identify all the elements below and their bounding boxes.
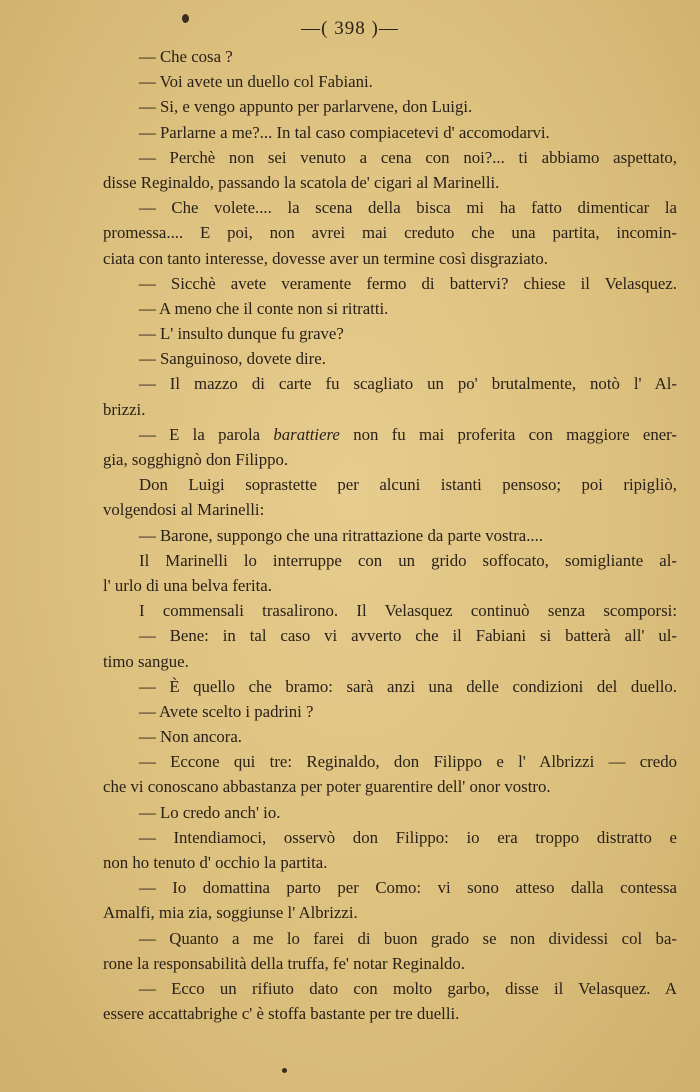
- ink-blot-top-left: [182, 14, 189, 23]
- text-line: rone la responsabilità della truffa, fe' notar Reginaldo.: [103, 953, 465, 973]
- text-line: — Eccone qui tre: Reginaldo, don Filippo e l' Albrizzi — credo: [139, 752, 677, 772]
- text-line: — Ecco un rifiuto dato con molto garbo, disse il Velasquez. A: [139, 978, 677, 998]
- ink-blot-bottom: [282, 1068, 287, 1073]
- text-line: — E la parola barattiere non fu mai proferita con maggiore ener-: [139, 424, 677, 444]
- text-line: essere accattabrighe c' è stoffa bastante per tre duelli.: [103, 1004, 460, 1024]
- text-line: — Avete scelto i padrini ?: [139, 701, 314, 721]
- text-line: non ho tenuto d' occhio la partita.: [103, 853, 328, 872]
- text-line: l' urlo di una belva ferita.: [103, 575, 272, 595]
- text-line: Don Luigi soprastette per alcuni istanti pensoso; poi ripigliò,: [139, 475, 677, 495]
- text-line: — Sicchè avete veramente fermo di battervi? chiese il Velasquez.: [139, 273, 677, 293]
- text-line: — Che volete.... la scena della bisca mi ha fatto dimenticar la: [139, 198, 677, 218]
- text-line: gia, sogghignò don Filippo.: [103, 450, 289, 469]
- text-line: brizzi.: [103, 399, 146, 419]
- text-line: ciata con tanto interesse, dovesse aver un termine così disgraziato.: [103, 248, 549, 268]
- text-line: — Che cosa ?: [139, 47, 233, 66]
- italic-word: barattiere: [273, 424, 340, 444]
- text-line: volgendosi al Marinelli:: [103, 500, 265, 520]
- body-text: [103, 44, 677, 1026]
- text-line: — Bene: in tal caso vi avverto che il Fabiani si batterà all' ul-: [139, 626, 677, 646]
- text-line: — Non ancora.: [139, 727, 242, 747]
- text-line: — L' insulto dunque fu grave?: [139, 324, 344, 344]
- text-line: — Lo credo anch' io.: [139, 802, 281, 822]
- text-line: — Intendiamoci, osservò don Filippo: io era troppo distratto e: [139, 827, 677, 847]
- text-line: disse Reginaldo, passando la scatola de' cigari al Marinelli.: [103, 172, 500, 192]
- text-line: — A meno che il conte non si ritratti.: [139, 298, 389, 318]
- text-line: — Perchè non sei venuto a cena con noi?... ti abbiamo aspettato,: [139, 147, 677, 167]
- text-line: I commensali trasalirono. Il Velasquez continuò senza scomporsi:: [139, 601, 677, 621]
- text-line: — Voi avete un duello col Fabiani.: [139, 72, 373, 92]
- text-line: Il Marinelli lo interruppe con un grido soffocato, somigliante al-: [139, 550, 677, 570]
- text-line: — Si, e vengo appunto per parlarvene, don Luigi.: [139, 97, 473, 117]
- text-line: — Io domattina parto per Como: vi sono atteso dalla contessa: [139, 878, 677, 898]
- text-line: promessa.... E poi, non avrei mai creduto che una partita, incomin-: [103, 223, 677, 243]
- text-line: che vi conoscano abbastanza per poter guarentire dell' onor vostro.: [103, 777, 551, 797]
- text-line: — Barone, suppongo che una ritrattazione da parte vostra....: [139, 525, 544, 545]
- text-line: — È quello che bramo: sarà anzi una delle condizioni del duello.: [139, 676, 677, 696]
- text-line: timo sangue.: [103, 651, 189, 671]
- text-line: — Sanguinoso, dovete dire.: [139, 349, 326, 369]
- page-number-header: —( 398 )—: [301, 18, 399, 39]
- text-line: Amalfi, mia zia, soggiunse l' Albrizzi.: [103, 903, 358, 923]
- text-line: — Parlarne a me?... In tal caso compiacetevi d' accomodarvi.: [139, 122, 550, 142]
- text-line: — Il mazzo di carte fu scagliato un po' brutalmente, notò l' Al-: [139, 374, 677, 394]
- text-line: — Quanto a me lo farei di buon grado se non dividessi col ba-: [139, 928, 677, 948]
